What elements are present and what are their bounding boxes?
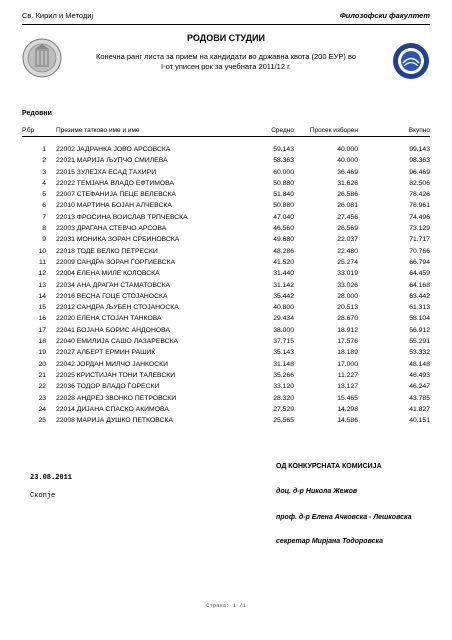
signature-1: доц. д-р Никола Жежов	[276, 488, 358, 495]
row-average: 29.434	[273, 315, 294, 323]
row-average: 35.442	[273, 292, 294, 300]
row-number: 10	[38, 247, 46, 255]
row-total: 98.363	[409, 157, 430, 165]
row-name: 22041 БОЈАНА БОРИС АНДОНОВА	[56, 326, 170, 334]
row-total: 61.313	[409, 304, 430, 312]
table-row	[0, 155, 452, 166]
row-number: 6	[42, 202, 46, 210]
table-row	[0, 246, 452, 257]
row-name: 22031 МОНИКА ЗОРАН СРБИНОВСКА	[56, 236, 180, 244]
row-average: 28.320	[273, 394, 294, 402]
table-row	[0, 313, 452, 324]
row-number: 11	[38, 258, 46, 266]
page-number: Страна: 1 /1	[206, 602, 246, 609]
row-number: 5	[42, 191, 46, 199]
row-total: 48.148	[409, 360, 430, 368]
row-total: 96.469	[409, 168, 430, 176]
row-number: 7	[42, 213, 46, 221]
row-name: 22009 САНДРА ЗОРАН ЃОРГИЕВСКА	[56, 258, 176, 266]
row-total: 46.247	[409, 383, 430, 391]
row-average: 37.715	[273, 338, 294, 346]
row-average: 49.680	[273, 236, 294, 244]
row-name: 22010 МАРТИНА БОЈАН АЛЧЕВСКА	[56, 202, 172, 210]
row-name: 22042 ЈОРДАН МИЛЧО ЈАНКОСКИ	[56, 360, 168, 368]
row-average: 35.266	[273, 371, 294, 379]
row-exam-score: 40.000	[337, 157, 358, 165]
row-name: 22036 ТОДОР ВЛАДО ЃОРЕСКИ	[56, 383, 160, 391]
row-total: 58.104	[409, 315, 430, 323]
row-number: 16	[38, 315, 46, 323]
document-city: Скопје	[30, 492, 56, 500]
row-name: 22003 ДРАГАНА СТЕВЧО АРСОВА	[56, 225, 167, 233]
row-exam-score: 22.480	[337, 247, 358, 255]
row-average: 60.000	[273, 168, 294, 176]
faculty-emblem-icon	[392, 42, 430, 80]
table-row	[0, 257, 452, 268]
row-exam-score: 28.000	[337, 292, 358, 300]
row-number: 19	[38, 349, 46, 357]
row-number: 22	[38, 383, 46, 391]
row-exam-score: 18.189	[337, 349, 358, 357]
table-row	[0, 381, 452, 392]
row-name: 22021 МАРИЈА ЉУПЧО СМИЛЕВА	[56, 157, 168, 165]
row-number: 18	[38, 338, 46, 346]
table-row	[0, 347, 452, 358]
faculty-name: Филозофски факултет	[339, 11, 430, 20]
row-average: 38.000	[273, 326, 294, 334]
row-number: 1	[42, 146, 46, 153]
row-total: 78.426	[409, 191, 430, 199]
table-row	[0, 178, 452, 189]
row-total: 43.785	[409, 394, 430, 402]
table-row	[0, 234, 452, 245]
table-row	[0, 189, 452, 200]
row-exam-score: 25.274	[337, 258, 358, 266]
row-exam-score: 27.456	[337, 213, 358, 221]
row-exam-score: 17.576	[337, 338, 358, 346]
table-row	[0, 336, 452, 347]
row-exam-score: 15.465	[337, 394, 358, 402]
row-exam-score: 13.127	[337, 383, 358, 391]
table-row	[0, 302, 452, 313]
row-total: 73.129	[409, 225, 430, 233]
row-average: 50.880	[273, 179, 294, 187]
row-number: 15	[38, 304, 46, 312]
column-header-name: Презиме татково име и име	[56, 127, 140, 134]
row-name: 22016 ВЕСНА ГОЦЕ СТОЈАНОСКА	[56, 292, 168, 300]
row-average: 58.363	[273, 157, 294, 165]
row-name: 22015 ЗУЛЕЈХА ЕСАД ТАХИРИ	[56, 168, 157, 176]
row-total: 40.151	[409, 417, 430, 425]
row-total: 70.766	[409, 247, 430, 255]
row-name: 22014 ДИЈАНА СПАСКО АКИМОВА	[56, 405, 169, 413]
row-total: 63.442	[409, 292, 430, 300]
row-number: 21	[38, 371, 46, 379]
page-subtitle	[80, 52, 372, 72]
row-exam-score: 33.026	[337, 281, 358, 289]
table-row	[0, 359, 452, 370]
table-row	[0, 268, 452, 279]
column-header-total: Вкупно	[408, 127, 430, 134]
row-name: 22027 АЛБЕРТ ЕРМИН РАШИЌ	[56, 349, 156, 357]
university-name: Св. Кирил и Методиј	[22, 11, 94, 20]
row-exam-score: 26.569	[337, 225, 358, 233]
row-number: 17	[38, 326, 46, 334]
row-name: 22012 САНДРА ЉУБЕН СТОЈАНОСКА	[56, 304, 179, 312]
row-total: 46.493	[409, 371, 430, 379]
row-number: 13	[38, 281, 46, 289]
table-row	[0, 167, 452, 178]
signature-3: секретар Мирјана Тодоровска	[276, 538, 384, 545]
row-exam-score: 36.469	[337, 168, 358, 176]
row-average: 41.520	[273, 258, 294, 266]
row-total: 64.168	[409, 281, 430, 289]
row-name: 22007 СТЕФАНИЈА ПЕЦЕ ВЕЛЕВСКА	[56, 191, 176, 199]
table-row	[0, 291, 452, 302]
column-header-avg: Средно	[271, 127, 294, 134]
column-header-no: Р.бр	[22, 127, 35, 134]
row-average: 47.040	[273, 213, 294, 221]
row-number: 2	[42, 157, 46, 165]
row-total: 64.459	[409, 270, 430, 278]
row-name: 22008 МАРИЈА ДУШКО ПЕТКОВСКА	[56, 417, 173, 425]
row-exam-score: 20.513	[337, 304, 358, 312]
row-number: 12	[38, 270, 46, 278]
row-number: 23	[38, 394, 46, 402]
row-name: 22025 КРИСТИЈАН ТОНИ ТАЛЕВСКИ	[56, 371, 176, 379]
subtitle-line-2: I-от уписен рок за учебната 2011/12 г.	[161, 62, 291, 71]
row-average: 50.880	[273, 202, 294, 210]
table-row	[0, 200, 452, 211]
row-number: 8	[42, 225, 46, 233]
row-average: 59.143	[273, 146, 294, 153]
row-exam-score: 18.912	[337, 326, 358, 334]
university-seal-icon	[22, 38, 62, 78]
row-total: 74.496	[409, 213, 430, 221]
document-date: 23.08.2011	[30, 474, 73, 482]
row-total: 66.794	[409, 258, 430, 266]
row-exam-score: 22.037	[337, 236, 358, 244]
row-average: 25.565	[273, 417, 294, 425]
row-name: 22018 ТОДЕ ВЕЛКО ПЕТРЕСКИ	[56, 247, 158, 255]
row-average: 31.148	[273, 360, 294, 368]
row-average: 31.142	[273, 281, 294, 289]
column-header-exam: Просек изборен	[309, 127, 358, 134]
table-row	[0, 393, 452, 404]
row-average: 40.800	[273, 304, 294, 312]
row-average: 31.440	[273, 270, 294, 278]
row-average: 33.120	[273, 383, 294, 391]
ranking-table	[0, 144, 452, 426]
row-name: 22013 ФРОСИНА ВОИСЛАВ ТРПЧЕВСКА	[56, 213, 188, 221]
row-exam-score: 11.227	[337, 371, 358, 379]
table-row	[0, 223, 452, 234]
table-row	[0, 415, 452, 426]
row-number: 3	[42, 168, 46, 176]
row-name: 22028 АНДРЕЈ ЗВОНКО ПЕТРОВСКИ	[56, 394, 177, 402]
row-name: 22022 ТЕМЈАНА ВЛАДО ЕФТИМОВА	[56, 179, 174, 187]
row-total: 53.332	[409, 349, 430, 357]
table-row	[0, 370, 452, 381]
row-exam-score: 17.000	[337, 360, 358, 368]
row-name: 22002 ЈАДРАНКА ЈОВО АРСОВСКА	[56, 146, 171, 153]
row-name: 22034 АНА ДРАГАН СТАМАТОВСКА	[56, 281, 171, 289]
row-average: 51.840	[273, 191, 294, 199]
row-number: 20	[38, 360, 46, 368]
header-divider	[22, 24, 430, 25]
table-row	[0, 280, 452, 291]
row-total: 55.291	[409, 338, 430, 346]
row-exam-score: 40.000	[337, 146, 358, 153]
row-number: 24	[38, 405, 46, 413]
signature-2: проф. д-р Елена Ачковска - Лешковска	[276, 514, 412, 521]
row-total: 71.717	[409, 236, 430, 244]
row-number: 9	[42, 236, 46, 244]
row-total: 82.506	[409, 179, 430, 187]
row-total: 56.912	[409, 326, 430, 334]
row-exam-score: 26.586	[337, 191, 358, 199]
table-row	[0, 212, 452, 223]
subtitle-line-1: Конечна ранг листа за прием на кандидати во државна квота (200 ЕУР) во	[95, 52, 357, 61]
row-exam-score: 28.670	[337, 315, 358, 323]
table-row	[0, 144, 452, 155]
section-heading: Редовни	[22, 110, 52, 117]
row-exam-score: 31.626	[337, 179, 358, 187]
row-number: 25	[38, 417, 46, 425]
row-average: 35.143	[273, 349, 294, 357]
row-name: 22004 ЕЛЕНА МИЛЕ КОЛОВСКА	[56, 270, 160, 278]
row-total: 41.827	[409, 405, 430, 413]
table-header-divider	[22, 136, 430, 137]
page-title: РОДОВИ СТУДИИ	[187, 33, 265, 43]
table-row	[0, 404, 452, 415]
row-average: 46.560	[273, 225, 294, 233]
row-exam-score: 14.586	[337, 417, 358, 425]
row-exam-score: 26.081	[337, 202, 358, 210]
row-total: 76.961	[409, 202, 430, 210]
table-row	[0, 325, 452, 336]
row-number: 14	[38, 292, 46, 300]
row-name: 22040 ЕМИЛИЈА САШО ЛАЗАРЕВСКА	[56, 338, 179, 346]
row-name: 22020 ЕЛЕНА СТОЈАН ТАНКОВА	[56, 315, 162, 323]
row-exam-score: 33.019	[337, 270, 358, 278]
commission-heading: ОД КОНКУРСНАТА КОМИСИЈА	[276, 463, 382, 470]
row-exam-score: 14.298	[337, 405, 358, 413]
row-number: 4	[42, 179, 46, 187]
row-total: 99.143	[409, 146, 430, 153]
row-average: 27.529	[273, 405, 294, 413]
row-average: 48.286	[273, 247, 294, 255]
